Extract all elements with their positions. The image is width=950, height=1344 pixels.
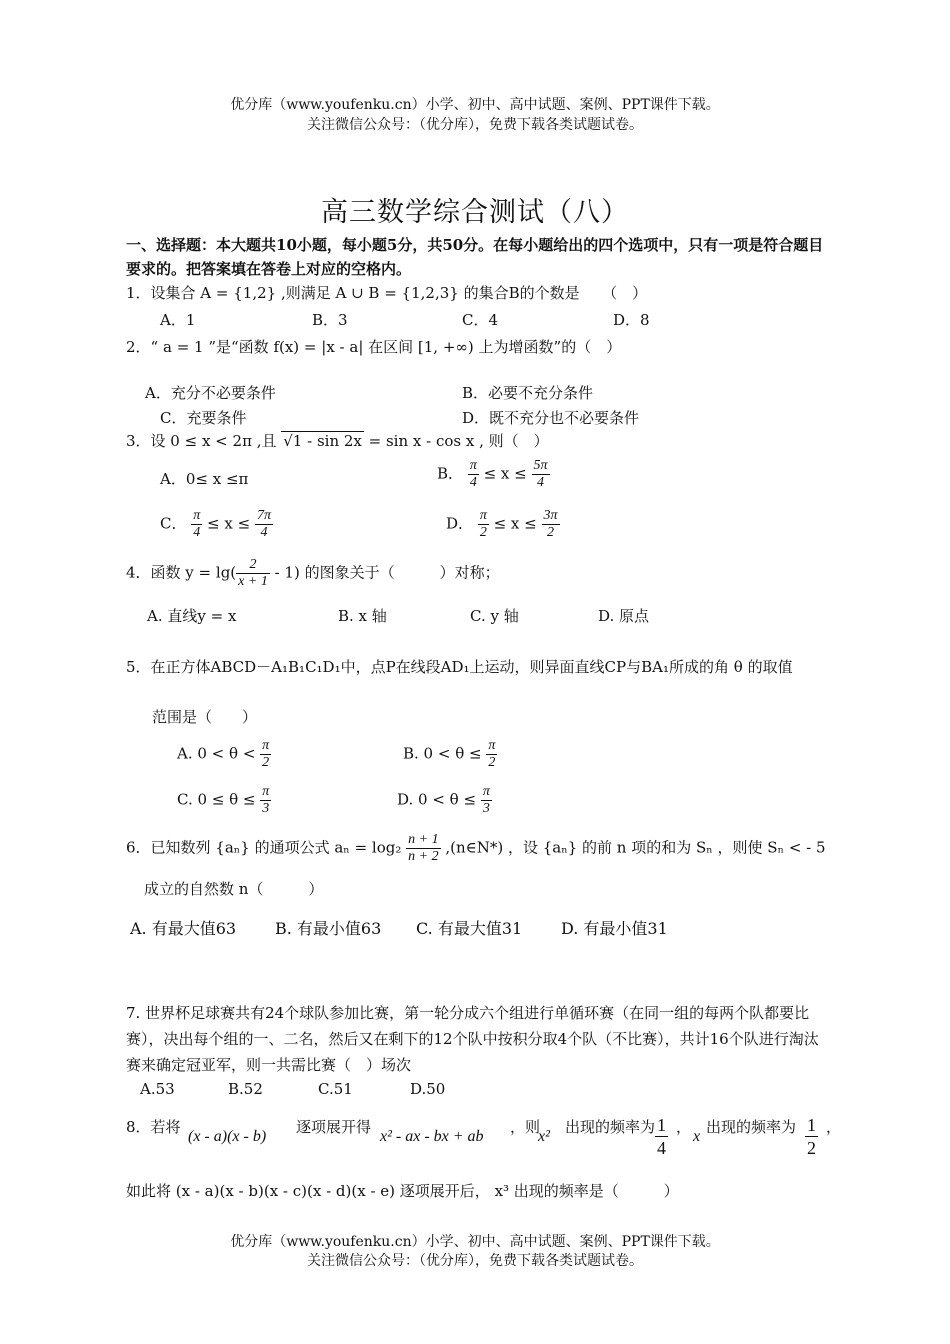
q7-option-b: B.52 bbox=[228, 1080, 263, 1098]
q5-a-frac bbox=[260, 738, 271, 771]
q5-c-frac bbox=[260, 784, 271, 817]
q3-b-frac2-num: 5π bbox=[533, 458, 548, 473]
q1-stem: 1．设集合 A = {1,2} ,则满足 A ∪ B = {1,2,3} 的集合B的个数是 （ ） bbox=[126, 284, 648, 302]
q3-c-frac2-den: 4 bbox=[260, 525, 268, 540]
q5-option-c bbox=[177, 784, 271, 817]
q3-d-frac1-den: 2 bbox=[479, 525, 487, 540]
q5-b-frac bbox=[486, 738, 497, 771]
q6-option-b: B. 有最小值63 bbox=[275, 919, 382, 938]
q3-d-frac1-num: π bbox=[479, 508, 487, 523]
q5-option-d bbox=[397, 784, 492, 817]
footer-line-1: 优分库（www.youfenku.cn）小学、初中、高中试题、案例、PPT课件下载。 bbox=[230, 1234, 720, 1250]
q5-c-frac-num: π bbox=[262, 784, 270, 799]
footer-line-2: 关注微信公众号：（优分库），免费下载各类试题试卷。 bbox=[307, 1253, 643, 1269]
q6-frac bbox=[406, 832, 440, 865]
q4-stem bbox=[126, 557, 500, 590]
q8-s7: 出现的频率为 bbox=[565, 1118, 656, 1136]
q5-a-text: A. 0 < θ < bbox=[177, 744, 261, 763]
q6-stem-2: 成立的自然数 n（ ） bbox=[144, 880, 324, 898]
q8-frac-1-inner bbox=[655, 1114, 668, 1159]
q5-option-b bbox=[403, 738, 497, 771]
q4-frac-num: 2 bbox=[236, 557, 270, 574]
q8-s3: 逐项展开得 bbox=[296, 1118, 372, 1136]
q6-stem-post: ,(n∈N*) ，设 {aₙ} 的前 n 项的和为 Sₙ ，则使 Sₙ < - 5 bbox=[440, 838, 826, 857]
q3-option-c bbox=[160, 508, 273, 541]
q8-s10: 出现的频率为 bbox=[706, 1118, 797, 1136]
q5-d-frac bbox=[481, 784, 492, 817]
q3-c-frac1 bbox=[191, 508, 202, 541]
q4-stem-post: - 1) 的图象关于（ ）对称； bbox=[269, 563, 500, 582]
q8-frac-2-den: 2 bbox=[807, 1138, 816, 1158]
q4-frac bbox=[236, 557, 270, 590]
q8-s4: x² - ax - bx + ab bbox=[380, 1128, 484, 1145]
q3-c-frac1-num: π bbox=[193, 508, 201, 523]
q3-option-b bbox=[437, 458, 550, 491]
q5-stem: 5．在正方体ABCD－A₁B₁C₁D₁中，点P在线段AD₁上运动，则异面直线CP与BA₁所成的角 θ 的取值 bbox=[126, 658, 793, 676]
q8-s1: 8．若将 bbox=[126, 1118, 181, 1136]
q4-option-c: C. y 轴 bbox=[470, 607, 519, 625]
q3-c-frac2-num: 7π bbox=[256, 508, 271, 523]
q3-sqrt: √1 - sin 2x bbox=[283, 432, 362, 450]
q5-a-frac-den: 2 bbox=[262, 755, 270, 770]
q8-s2: (x - a)(x - b) bbox=[188, 1128, 267, 1145]
q1-option-d: D．8 bbox=[613, 311, 650, 329]
q8-frac-1-num: 1 bbox=[657, 1115, 666, 1135]
q3-b-frac1-num: π bbox=[469, 458, 477, 473]
q3-c-frac2 bbox=[255, 508, 273, 541]
q5-c-text: C. 0 ≤ θ ≤ bbox=[177, 790, 261, 809]
q3-c-label: C． bbox=[160, 514, 187, 533]
q8-s9: x bbox=[693, 1128, 701, 1145]
q5-option-a bbox=[177, 738, 271, 771]
q8-frac-2-num: 1 bbox=[807, 1115, 816, 1135]
q4-stem-pre: 4．函数 y = lg( bbox=[126, 563, 237, 582]
q3-c-mid: ≤ x ≤ bbox=[202, 514, 255, 533]
q5-d-frac-den: 3 bbox=[482, 801, 490, 816]
q3-option-a: A．0≤ x ≤π bbox=[160, 470, 249, 488]
q4-frac-den: x + 1 bbox=[238, 574, 268, 589]
q3-option-d bbox=[446, 508, 560, 541]
q3-d-frac2-num: 3π bbox=[543, 508, 558, 523]
q6-stem-pre: 6．已知数列 {aₙ} 的通项公式 aₙ = log₂ bbox=[126, 838, 407, 857]
q8-s8: ， bbox=[676, 1118, 692, 1136]
q1-option-a: A．1 bbox=[160, 311, 196, 329]
q5-stem-2: 范围是（ ） bbox=[152, 708, 258, 726]
q4-option-d: D. 原点 bbox=[598, 607, 650, 625]
q3-d-frac2-den: 2 bbox=[547, 525, 554, 540]
q3-c-frac1-den: 4 bbox=[193, 525, 201, 540]
q7-stem: 7. 世界杯足球赛共有24个球队参加比赛，第一轮分成六个组进行单循环赛（在同一组的每两个队都要比赛），决出每个组的一、二名，然后又在剩下的12个队中按积分取4个队（不比赛），共计16个队进行淘汰赛来确定冠亚军，则一共需比赛（ ）场次 bbox=[126, 1004, 819, 1074]
q6-option-c: C. 有最大值31 bbox=[416, 919, 523, 938]
q8-frac-1 bbox=[655, 1114, 668, 1159]
q2-stem: 2．“ a = 1 ”是“函数 f(x) = |x - a| 在区间 [1, +∞) 上为增函数”的（ ） bbox=[126, 338, 622, 356]
q7-option-d: D.50 bbox=[410, 1080, 446, 1098]
q6-frac-num: n + 1 bbox=[408, 832, 439, 847]
q5-b-text: B. 0 < θ ≤ bbox=[403, 744, 487, 763]
q3-b-frac2-den: 4 bbox=[537, 475, 544, 490]
q7-option-c: C.51 bbox=[318, 1080, 353, 1098]
q3-d-mid: ≤ x ≤ bbox=[488, 514, 542, 533]
q1-option-c: C．4 bbox=[462, 311, 499, 329]
q2-option-a: A．充分不必要条件 bbox=[145, 384, 276, 402]
q3-sqrt-body: 1 - sin 2x bbox=[292, 432, 362, 450]
q8-frac-2 bbox=[805, 1114, 818, 1159]
q7-option-a: A.53 bbox=[140, 1080, 175, 1098]
q4-option-a: A. 直线y = x bbox=[147, 607, 237, 625]
q3-b-mid: ≤ x ≤ bbox=[478, 464, 532, 483]
q5-d-frac-num: π bbox=[482, 784, 490, 799]
q3-b-frac2 bbox=[532, 458, 550, 491]
q3-b-frac1 bbox=[468, 458, 479, 491]
q8-s11: ， bbox=[826, 1118, 842, 1136]
q8-frac-2-inner bbox=[805, 1114, 818, 1159]
q3-stem bbox=[126, 430, 549, 451]
q5-b-frac-num: π bbox=[488, 738, 496, 753]
q5-c-frac-den: 3 bbox=[262, 801, 270, 816]
q2-option-c: C．充要条件 bbox=[160, 409, 247, 427]
q4-option-b: B. x 轴 bbox=[338, 607, 387, 625]
q1-option-b: B．3 bbox=[312, 311, 348, 329]
q6-option-a: A. 有最大值63 bbox=[130, 919, 237, 938]
q5-a-frac-num: π bbox=[262, 738, 270, 753]
q2-option-b: B．必要不充分条件 bbox=[462, 384, 594, 402]
header-line-1: 优分库（www.youfenku.cn）小学、初中、高中试题、案例、PPT课件下载。 bbox=[230, 97, 720, 113]
header-line-2: 关注微信公众号：（优分库），免费下载各类试题试卷。 bbox=[307, 117, 643, 133]
q3-stem-post: = sin x - cos x , 则（ ） bbox=[363, 432, 549, 450]
q8-line-2: 如此将 (x - a)(x - b)(x - c)(x - d)(x - e) 逐项展开后， x³ 出现的频率是（ ） bbox=[126, 1182, 679, 1200]
page-title: 高三数学综合测试（八） bbox=[321, 197, 629, 228]
q6-frac-den: n + 2 bbox=[408, 849, 439, 864]
q3-d-frac1 bbox=[478, 508, 489, 541]
q6-stem bbox=[126, 832, 826, 865]
q3-d-label: D． bbox=[446, 514, 474, 533]
q8-s6: x² bbox=[538, 1128, 550, 1145]
q8-s5: ，则 bbox=[510, 1118, 541, 1136]
q8-frac-1-den: 4 bbox=[657, 1138, 666, 1158]
q5-b-frac-den: 2 bbox=[488, 755, 496, 770]
q6-option-d: D. 有最小值31 bbox=[561, 919, 668, 938]
section-heading: 一、选择题：本大题共10小题，每小题5分，共50分。在每小题给出的四个选项中，只有一项是符合题目要求的。把答案填在答卷上对应的空格内。 bbox=[126, 236, 824, 278]
q2-option-d: D．既不充分也不必要条件 bbox=[462, 409, 640, 427]
q5-d-text: D. 0 < θ ≤ bbox=[397, 790, 481, 809]
q3-d-frac2 bbox=[542, 508, 560, 541]
q3-stem-pre: 3．设 0 ≤ x < 2π ,且 bbox=[126, 432, 282, 450]
q3-b-frac1-den: 4 bbox=[469, 475, 477, 490]
q3-b-label: B． bbox=[437, 464, 464, 483]
